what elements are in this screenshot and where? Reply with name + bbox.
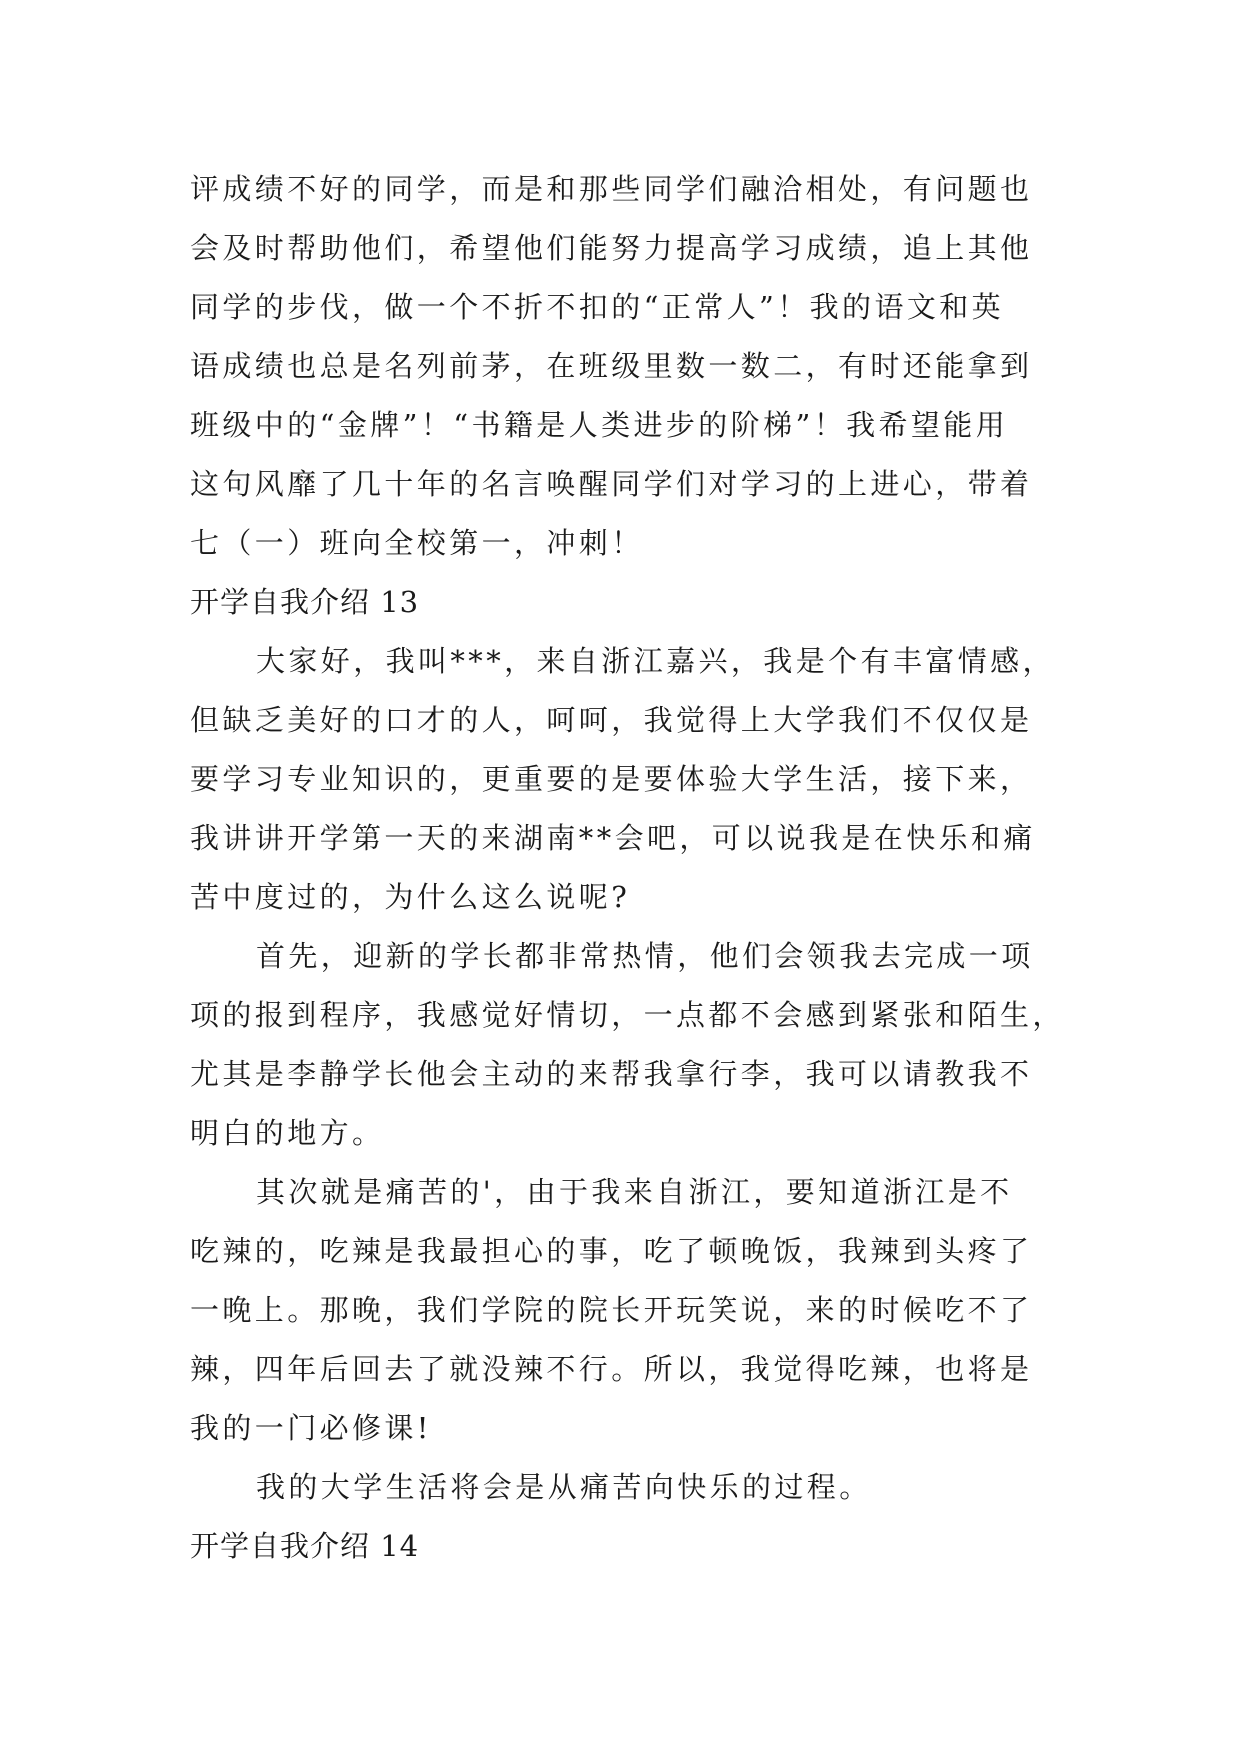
text-line: 评成绩不好的同学，而是和那些同学们融洽相处，有问题也 <box>190 172 1033 206</box>
text-line: 同学的步伐，做一个不折不扣的“正常人”！我的语文和英 <box>190 290 1005 324</box>
section-heading: 开学自我介绍 14 <box>190 1529 420 1563</box>
text-line: 我的一门必修课! <box>190 1411 432 1445</box>
paragraph-first-line: 首先，迎新的学长都非常热情，他们会领我去完成一项 <box>256 939 1034 973</box>
text-line: 会及时帮助他们，希望他们能努力提高学习成绩，追上其他 <box>190 231 1033 265</box>
section-heading: 开学自我介绍 13 <box>190 585 420 619</box>
text-line: 辣，四年后回去了就没辣不行。所以，我觉得吃辣，也将是 <box>190 1352 1033 1386</box>
text-line: 吃辣的，吃辣是我最担心的事，吃了顿晚饭，我辣到头疼了 <box>190 1234 1033 1268</box>
text-line: 这句风靡了几十年的名言唤醒同学们对学习的上进心，带着 <box>190 467 1033 501</box>
paragraph-first-line: 大家好，我叫***，来自浙江嘉兴，我是个有丰富情感， <box>256 644 1055 678</box>
text-line: 项的报到程序，我感觉好情切，一点都不会感到紧张和陌生， <box>190 998 1065 1032</box>
text-line: 一晚上。那晚，我们学院的院长开玩笑说，来的时候吃不了 <box>190 1293 1033 1327</box>
text-line: 明白的地方。 <box>190 1116 385 1150</box>
text-line: 苦中度过的，为什么这么说呢? <box>190 880 631 914</box>
text-line: 尤其是李静学长他会主动的来帮我拿行李，我可以请教我不 <box>190 1057 1033 1091</box>
text-line: 语成绩也总是名列前茅，在班级里数一数二，有时还能拿到 <box>190 349 1033 383</box>
text-line: 要学习专业知识的，更重要的是要体验大学生活，接下来， <box>190 762 1033 796</box>
paragraph-first-line: 其次就是痛苦的'，由于我来自浙江，要知道浙江是不 <box>256 1175 1013 1209</box>
text-line: 七（一）班向全校第一，冲刺！ <box>190 526 644 560</box>
text-line: 我讲讲开学第一天的来湖南**会吧，可以说我是在快乐和痛 <box>190 821 1036 855</box>
paragraph-first-line: 我的大学生活将会是从痛苦向快乐的过程。 <box>256 1470 872 1504</box>
document-body <box>190 160 1065 1576</box>
text-line: 但缺乏美好的口才的人，呵呵，我觉得上大学我们不仅仅是 <box>190 703 1033 737</box>
text-line: 班级中的“金牌”！“书籍是人类进步的阶梯”！我希望能用 <box>190 408 1009 442</box>
